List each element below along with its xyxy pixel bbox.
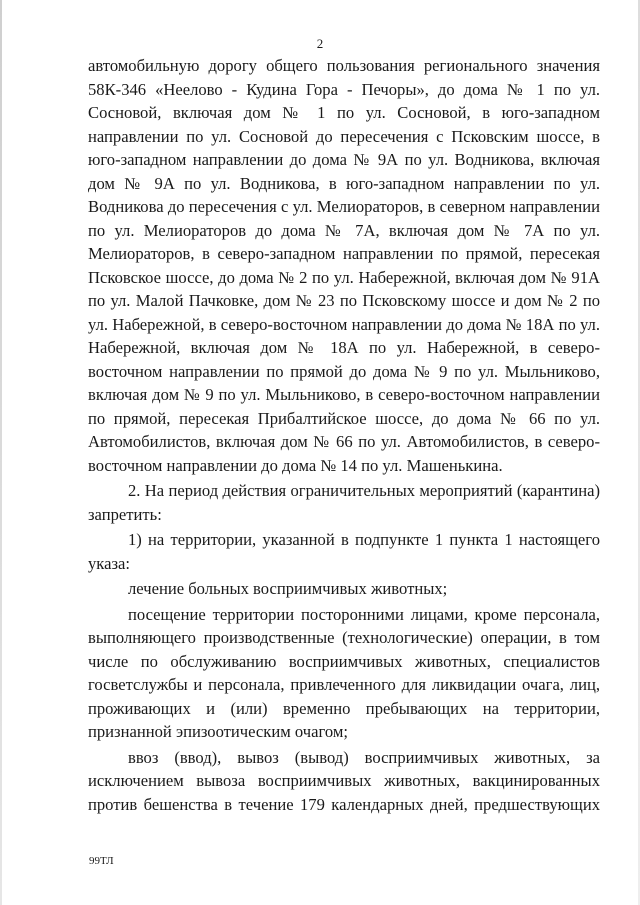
paragraph-visit-ban: посещение территории посторонними лицами, кроме персонала, выполняющего производственные (технологические) операции, в том числе по обслуживанию восприимчивых животных, специалистов госветслужбы и персонала, привлеченного для ликвидации очага, лиц, проживающих и (или) временно пребывающих на территории, признанной эпизоотическим очагом;	[88, 604, 600, 741]
paragraph-subitem-1: 1) на территории, указанной в подпункте 1 пункта 1 настоящего указа:	[88, 530, 600, 573]
document-body	[88, 54, 600, 816]
paragraph-transport-ban: ввоз (ввод), вывоз (вывод) восприимчивых животных, за исключением вывоза восприимчивых животных, вакцинированных против бешенства в течение 179 календарных дней, предшествующих	[88, 747, 600, 814]
page-number: 2	[316, 36, 324, 51]
paragraph-treatment-ban: лечение больных восприимчивых животных;	[128, 579, 448, 598]
paragraph-item-2: 2. На период действия ограничительных мероприятий (карантина) запретить:	[88, 481, 600, 524]
footer-document-code: 99ТЛ	[89, 855, 114, 867]
paragraph-boundary-description: автомобильную дорогу общего пользования регионального значения 58К-346 «Неелово - Кудина Гора - Печоры», до дома № 1 по ул. Сосновой, включая дом № 1 по ул. Сосновой, в юго-западном направлении по ул. Сосновой до пересечения с Псковским шоссе, в юго-западном направлении до дома № 9А по ул. Водникова, включая дом № 9А по ул. Водникова, в юго-западном направлении по ул. Водникова до пересечения с ул. Мелиораторов, в северном направлении по ул. Мелиораторов до дома № 7А, включая дом № 7А по ул. Мелиораторов, в северо-западном направлении по прямой, пересекая Псковское шоссе, до дома № 2 по ул. Набережной, включая дом № 91А по ул. Малой Пачковке, дом № 23 по Псковскому шоссе и дом № 2 по ул. Набережной, в северо-восточном направлении до дома № 18А по ул. Набережной, включая дом № 18А по ул. Набережной, в северо-восточном направлении по прямой до дома № 9 по ул. Мыльниково, включая дом № 9 по ул. Мыльниково, в северо-восточном направлении по прямой, пересекая Прибалтийское шоссе, до дома № 66 по ул. Автомобилистов, включая дом № 66 по ул. Автомобилистов, в северо-восточном направлении до дома № 14 по ул. Машенькина.	[88, 56, 600, 475]
scan-edge-left	[0, 0, 2, 905]
